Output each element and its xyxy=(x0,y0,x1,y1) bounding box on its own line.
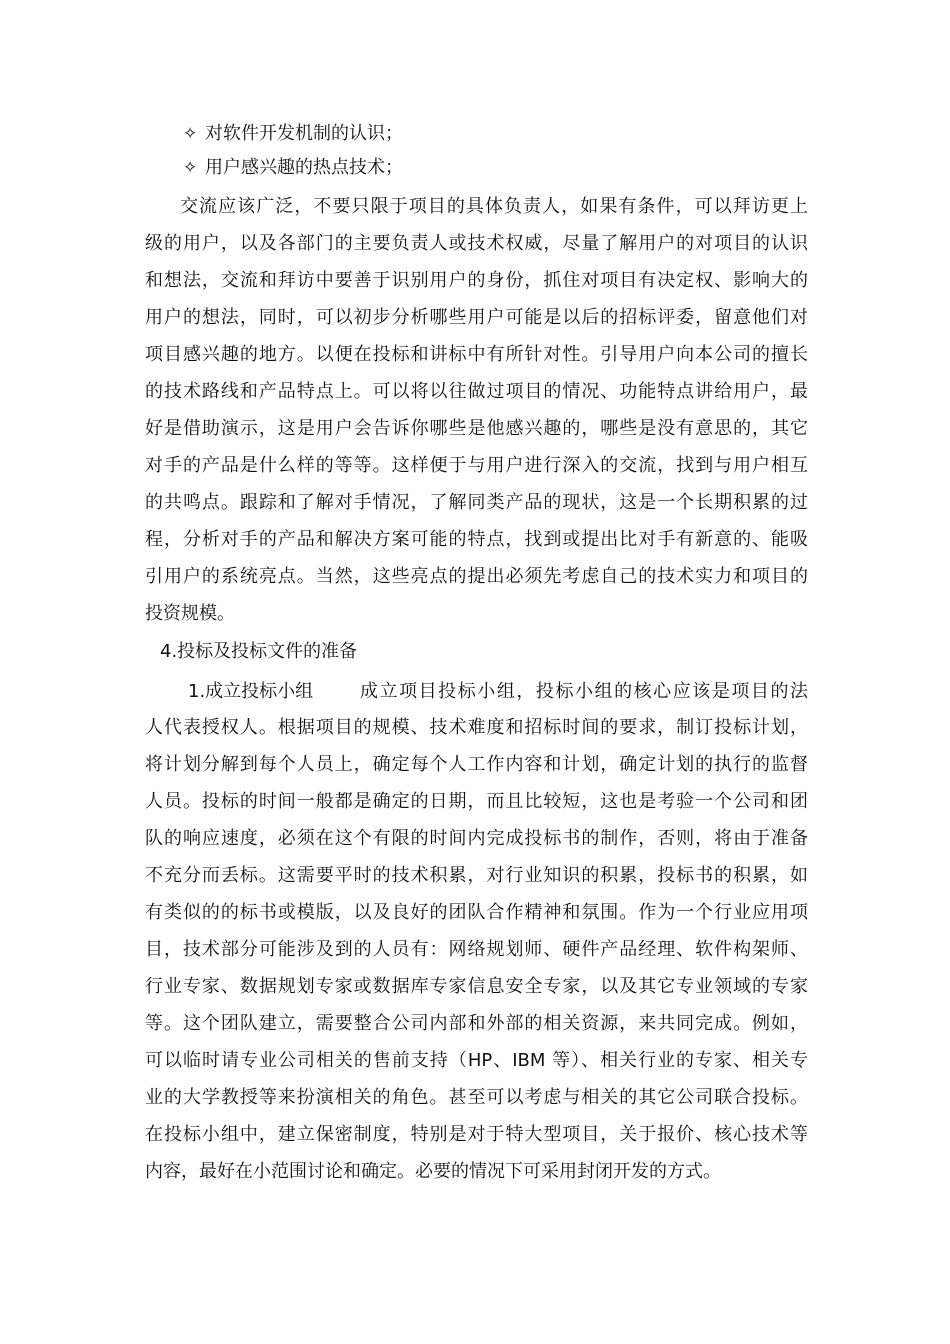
paragraph-first-line xyxy=(188,680,313,704)
paragraph-line: 队的响应速度，必须在这个有限的时间内完成投标书的制作，否则，将由于准备 xyxy=(145,828,808,849)
section-heading: 4.投标及投标文件的准备 xyxy=(160,641,358,662)
paragraph-line: 目，技术部分可能涉及到的人员有：网络规划师、硬件产品经理、软件构架师、 xyxy=(145,939,808,960)
diamond-star-bullet-icon: ✧ xyxy=(183,158,198,178)
diamond-star-bullet-icon: ✧ xyxy=(183,124,198,144)
paragraph-line: 人代表授权人。根据项目的规模、技术难度和招标时间的要求，制订投标计划， xyxy=(145,717,808,738)
paragraph-line: 好是借助演示，这是用户会告诉你哪些是他感兴趣的，哪些是没有意思的，其它 xyxy=(145,418,808,439)
bullet-item xyxy=(183,156,403,180)
paragraph-line: 在投标小组中，建立保密制度，特别是对于特大型项目，关于报价、核心技术等 xyxy=(145,1124,808,1145)
paragraph-line: 级的用户，以及各部门的主要负责人或技术权威，尽量了解用户的对项目的认识 xyxy=(145,233,808,254)
paragraph-line: 用户的想法，同时，可以初步分析哪些用户可能是以后的招标评委，留意他们对 xyxy=(145,307,808,328)
paragraph-line: 有类似的的标书或模版，以及良好的团队合作精神和氛围。作为一个行业应用项 xyxy=(145,902,808,923)
paragraph-line: 的技术路线和产品特点上。可以将以往做过项目的情况、功能特点讲给用户，最 xyxy=(145,381,808,402)
paragraph-line: 内容，最好在小范围讨论和确定。必要的情况下可采用封闭开发的方式。 xyxy=(145,1161,721,1182)
paragraph-line: 投资规模。 xyxy=(145,603,235,624)
subsection-label: 1.成立投标小组 xyxy=(188,681,314,702)
paragraph-line: 人员。投标的时间一般都是确定的日期，而且比较短，这也是考验一个公司和团 xyxy=(145,791,808,812)
paragraph-line: 将计划分解到每个人员上，确定每个人工作内容和计划，确定计划的执行的监督 xyxy=(145,754,808,775)
paragraph-line: 交流应该广泛，不要只限于项目的具体负责人，如果有条件，可以拜访更上 xyxy=(180,196,808,217)
paragraph-line: 和想法，交流和拜访中要善于识别用户的身份，抓住对项目有决定权、影响大的 xyxy=(145,270,808,291)
paragraph-line: 的共鸣点。跟踪和了解对手情况，了解同类产品的现状，这是一个长期积累的过 xyxy=(145,492,808,513)
bullet-item xyxy=(183,122,403,146)
paragraph-line: 可以临时请专业公司相关的售前支持（HP、IBM 等）、相关行业的专家、相关专 xyxy=(145,1050,808,1071)
paragraph-line: 项目感兴趣的地方。以便在投标和讲标中有所针对性。引导用户向本公司的擅长 xyxy=(145,344,808,365)
paragraph-line: 对手的产品是什么样的等等。这样便于与用户进行深入的交流，找到与用户相互 xyxy=(145,455,808,476)
paragraph-line: 等。这个团队建立，需要整合公司内部和外部的相关资源，来共同完成。例如， xyxy=(145,1013,808,1034)
paragraph-line: 程，分析对手的产品和解决方案可能的特点，找到或提出比对手有新意的、能吸 xyxy=(145,529,808,550)
bullet-text: 用户感兴趣的热点技术； xyxy=(205,157,403,178)
paragraph-line: 不充分而丢标。这需要平时的技术积累，对行业知识的积累，投标书的积累，如 xyxy=(145,865,808,886)
paragraph-line: 成立项目投标小组，投标小组的核心应该是项目的法 xyxy=(360,681,808,702)
paragraph-line: 引用户的系统亮点。当然，这些亮点的提出必须先考虑自己的技术实力和项目的 xyxy=(145,566,808,587)
paragraph-line: 行业专家、数据规划专家或数据库专家信息安全专家，以及其它专业领域的专家 xyxy=(145,976,808,997)
paragraph-line: 业的大学教授等来扮演相关的角色。甚至可以考虑与相关的其它公司联合投标。 xyxy=(145,1087,808,1108)
bullet-text: 对软件开发机制的认识； xyxy=(205,123,403,144)
